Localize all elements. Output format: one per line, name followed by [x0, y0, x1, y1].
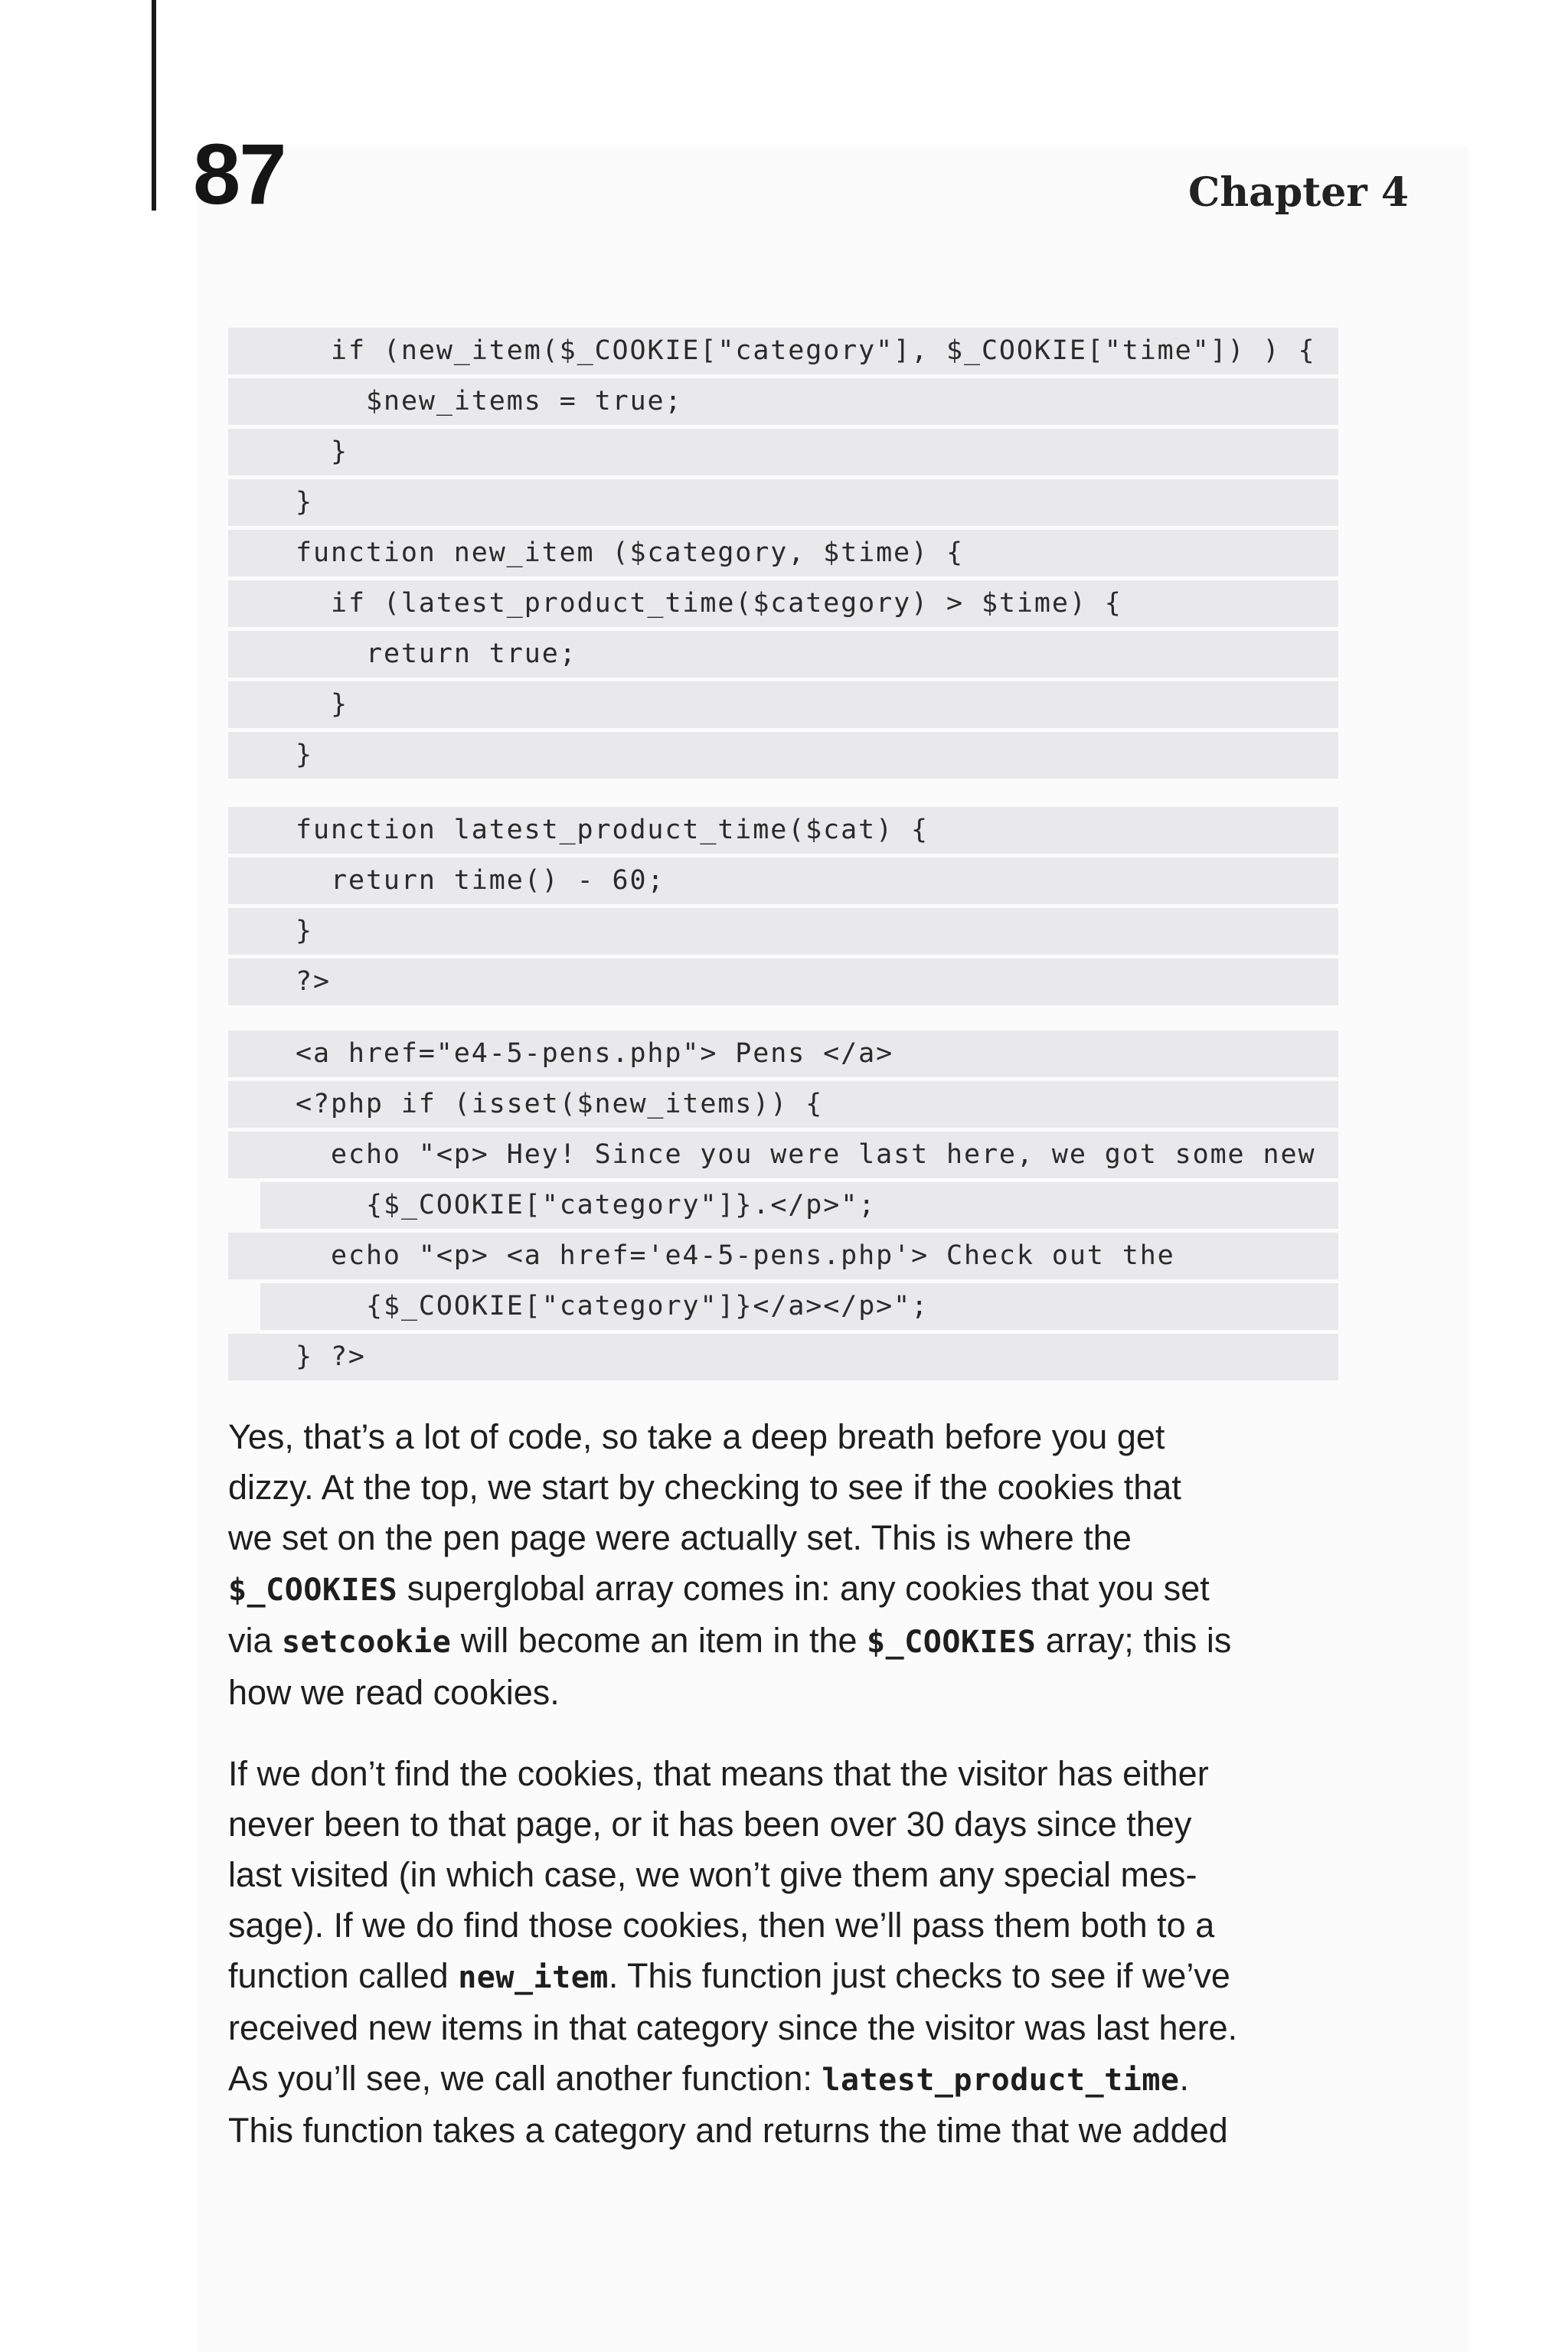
text-line: [228, 1615, 1340, 1668]
code-line: function latest_product_time($cat) {: [228, 807, 1338, 854]
inline-code: new_item: [458, 1960, 609, 1995]
text-line: never been to that page, or it has been over 30 days since they: [228, 1805, 1192, 1844]
body-paragraph: [228, 1412, 1340, 1718]
code-block-pens-link: [228, 1031, 1338, 1384]
text-line: This function takes a category and returns the time that we added: [228, 2111, 1228, 2150]
inline-code: $_COOKIES: [867, 1625, 1037, 1660]
text-line: we set on the pen page were actually set. This is where the: [228, 1518, 1132, 1557]
inline-code: $_COOKIES: [228, 1573, 398, 1608]
code-line: {$_COOKIE["category"]}.</p>";: [260, 1182, 1338, 1229]
text-line: [228, 1951, 1340, 2003]
code-line: $new_items = true;: [228, 378, 1338, 425]
text-run: function called: [228, 1956, 459, 1995]
code-line: if (new_item($_COOKIE["category"], $_COOKIE["time"]) ) {: [228, 328, 1338, 374]
text-run: . This function just checks to see if we’ve: [608, 1956, 1230, 1995]
code-line: }: [228, 429, 1338, 475]
code-line: }: [228, 681, 1338, 728]
text-line: last visited (in which case, we won’t give them any special mes-: [228, 1855, 1197, 1894]
code-line: if (latest_product_time($category) > $time) {: [228, 580, 1338, 627]
text-line: If we don’t find the cookies, that means that the visitor has either: [228, 1754, 1209, 1793]
page-number: 87: [193, 126, 286, 222]
code-line: return true;: [228, 631, 1338, 678]
code-line: return time() - 60;: [228, 858, 1338, 904]
text-line: received new items in that category since the visitor was last here.: [228, 2008, 1238, 2047]
margin-rule: [152, 0, 156, 211]
inline-code: setcookie: [282, 1625, 452, 1660]
text-line: [228, 1563, 1340, 1615]
code-block-latest-product-time: [228, 807, 1338, 1009]
code-line: } ?>: [228, 1334, 1338, 1380]
code-line: echo "<p> Hey! Since you were last here, we got some new: [228, 1132, 1338, 1178]
code-line: {$_COOKIE["category"]}</a></p>";: [260, 1283, 1338, 1330]
body-paragraph: [228, 1749, 1340, 2156]
code-block-new-item: [228, 328, 1338, 782]
text-run: superglobal array comes in: any cookies that you set: [397, 1569, 1210, 1608]
text-run: .: [1179, 2059, 1189, 2098]
code-line: }: [228, 908, 1338, 955]
code-line: }: [228, 479, 1338, 526]
text-line: how we read cookies.: [228, 1673, 560, 1712]
text-line: sage). If we do find those cookies, then we’ll pass them both to a: [228, 1906, 1215, 1945]
text-run: array; this is: [1036, 1621, 1232, 1660]
text-line: [228, 2053, 1340, 2105]
code-line: echo "<p> <a href='e4-5-pens.php'> Check out the: [228, 1233, 1338, 1279]
chapter-title: Chapter 4: [1187, 169, 1409, 216]
text-run: will become an item in the: [451, 1621, 867, 1660]
text-run: As you’ll see, we call another function:: [228, 2059, 822, 2098]
text-run: via: [228, 1621, 283, 1660]
code-line: <?php if (isset($new_items)) {: [228, 1081, 1338, 1128]
text-line: Yes, that’s a lot of code, so take a deep breath before you get: [228, 1417, 1165, 1456]
text-line: dizzy. At the top, we start by checking to see if the cookies that: [228, 1468, 1181, 1507]
inline-code: latest_product_time: [822, 2063, 1180, 2098]
code-line: ?>: [228, 959, 1338, 1005]
code-line: function new_item ($category, $time) {: [228, 530, 1338, 577]
code-line: }: [228, 732, 1338, 779]
code-line: <a href="e4-5-pens.php"> Pens </a>: [228, 1031, 1338, 1077]
